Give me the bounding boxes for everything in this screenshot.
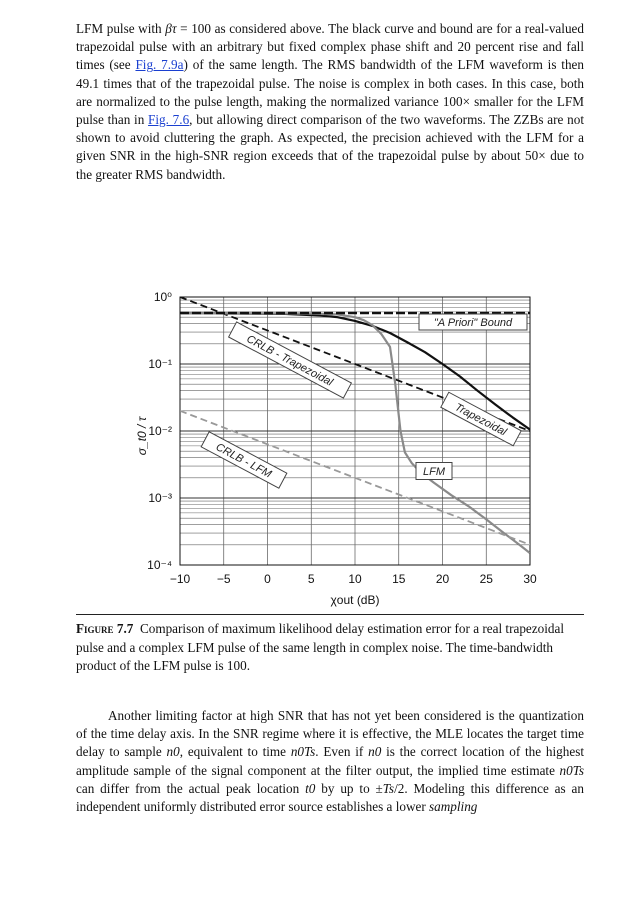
figure-caption: Figure 7.7 Comparison of maximum likelihood delay estimation error for a real trapezoidal pulse and a complex LFM pulse of the same length in complex noise. The time-bandwidth product of the LFM pulse is 100. <box>76 621 565 674</box>
x-tick-label: 20 <box>435 572 450 586</box>
x-tick-label: 15 <box>392 572 406 586</box>
annotation-trapezoidal-text: Trapezoidal <box>452 401 509 439</box>
x-axis-label: χout (dB) <box>330 593 380 607</box>
chart-annotations <box>201 314 527 488</box>
x-tick-label: −10 <box>169 572 191 586</box>
annotation-crlb-lfm <box>201 432 287 488</box>
annotation-lfm <box>416 463 452 480</box>
y-tick-label: 10⁻² <box>148 424 172 438</box>
y-tick-label: 10⁰ <box>153 290 172 304</box>
x-tick-label: 10 <box>348 572 362 586</box>
body-paragraph-bottom: Another limiting factor at high SNR that has not yet been considered is the quantization of the time delay axis. In the SNR regime where it is effective, the MLE locates the target time delay to sample n0, equivalent to time n0Ts. Even if n0 is the correct location of the highest amplitude sample of the signal component at the filter output, the implied time estimate n0Ts can differ from the actual peak location t0 by up to ±Ts/2. Modeling this difference as an independent uniformly distributed error source establishes a lower sampling <box>76 708 585 815</box>
annotation-crlb-trapezoidal <box>229 322 352 398</box>
annotation-lfm-text: LFM <box>423 466 445 478</box>
caption-rule <box>76 614 584 615</box>
y-axis-label: σ_t0 / τ <box>135 416 149 456</box>
x-tick-label: 25 <box>479 572 493 586</box>
body-paragraph-top: LFM pulse with βτ = 100 as considered above. The black curve and bound are for a real-valued trapezoidal pulse with an arbitrary but fixed complex phase shift and 20 percent rise and fall times (see Fig. 7.9a) of the same length. The RMS bandwidth of the LFM waveform is then 49.1 times that of the trapezoidal pulse. The noise is complex in both cases. In this case, both are normalized to the pulse length, making the normalized variance 100× smaller for the LFM pulse than in Fig. 7.6, but allowing direct comparison of the two waveforms. The ZZBs are not shown to avoid cluttering the graph. As expected, the precision achieved with the LFM for a given SNR in the high-SNR region exceeds that of the trapezoidal pulse by about 50× due to the greater RMS bandwidth. <box>76 21 584 182</box>
annotation-crlb-trapezoidal-text: CRLB - Trapezoidal <box>244 333 335 389</box>
x-tick-label: 30 <box>523 572 537 586</box>
x-tick-label: 0 <box>264 572 271 586</box>
y-tick-label: 10⁻¹ <box>148 357 172 371</box>
figure-link-7-9a[interactable]: Fig. 7.9a <box>135 57 184 73</box>
y-tick-label: 10⁻⁴ <box>147 558 172 572</box>
x-tick-label: 5 <box>307 572 315 586</box>
annotation-crlb-lfm-text: CRLB - LFM <box>213 441 274 481</box>
caption-label: Figure 7.7 <box>76 621 134 636</box>
y-tick-label: 10⁻³ <box>148 491 172 505</box>
x-tick-label: −5 <box>216 572 231 586</box>
annotation-a-priori-bound-text: "A Priori" Bound <box>433 317 513 329</box>
annotation-a-priori-bound <box>419 314 527 330</box>
figure-link-7-6[interactable]: Fig. 7.6 <box>148 112 190 128</box>
